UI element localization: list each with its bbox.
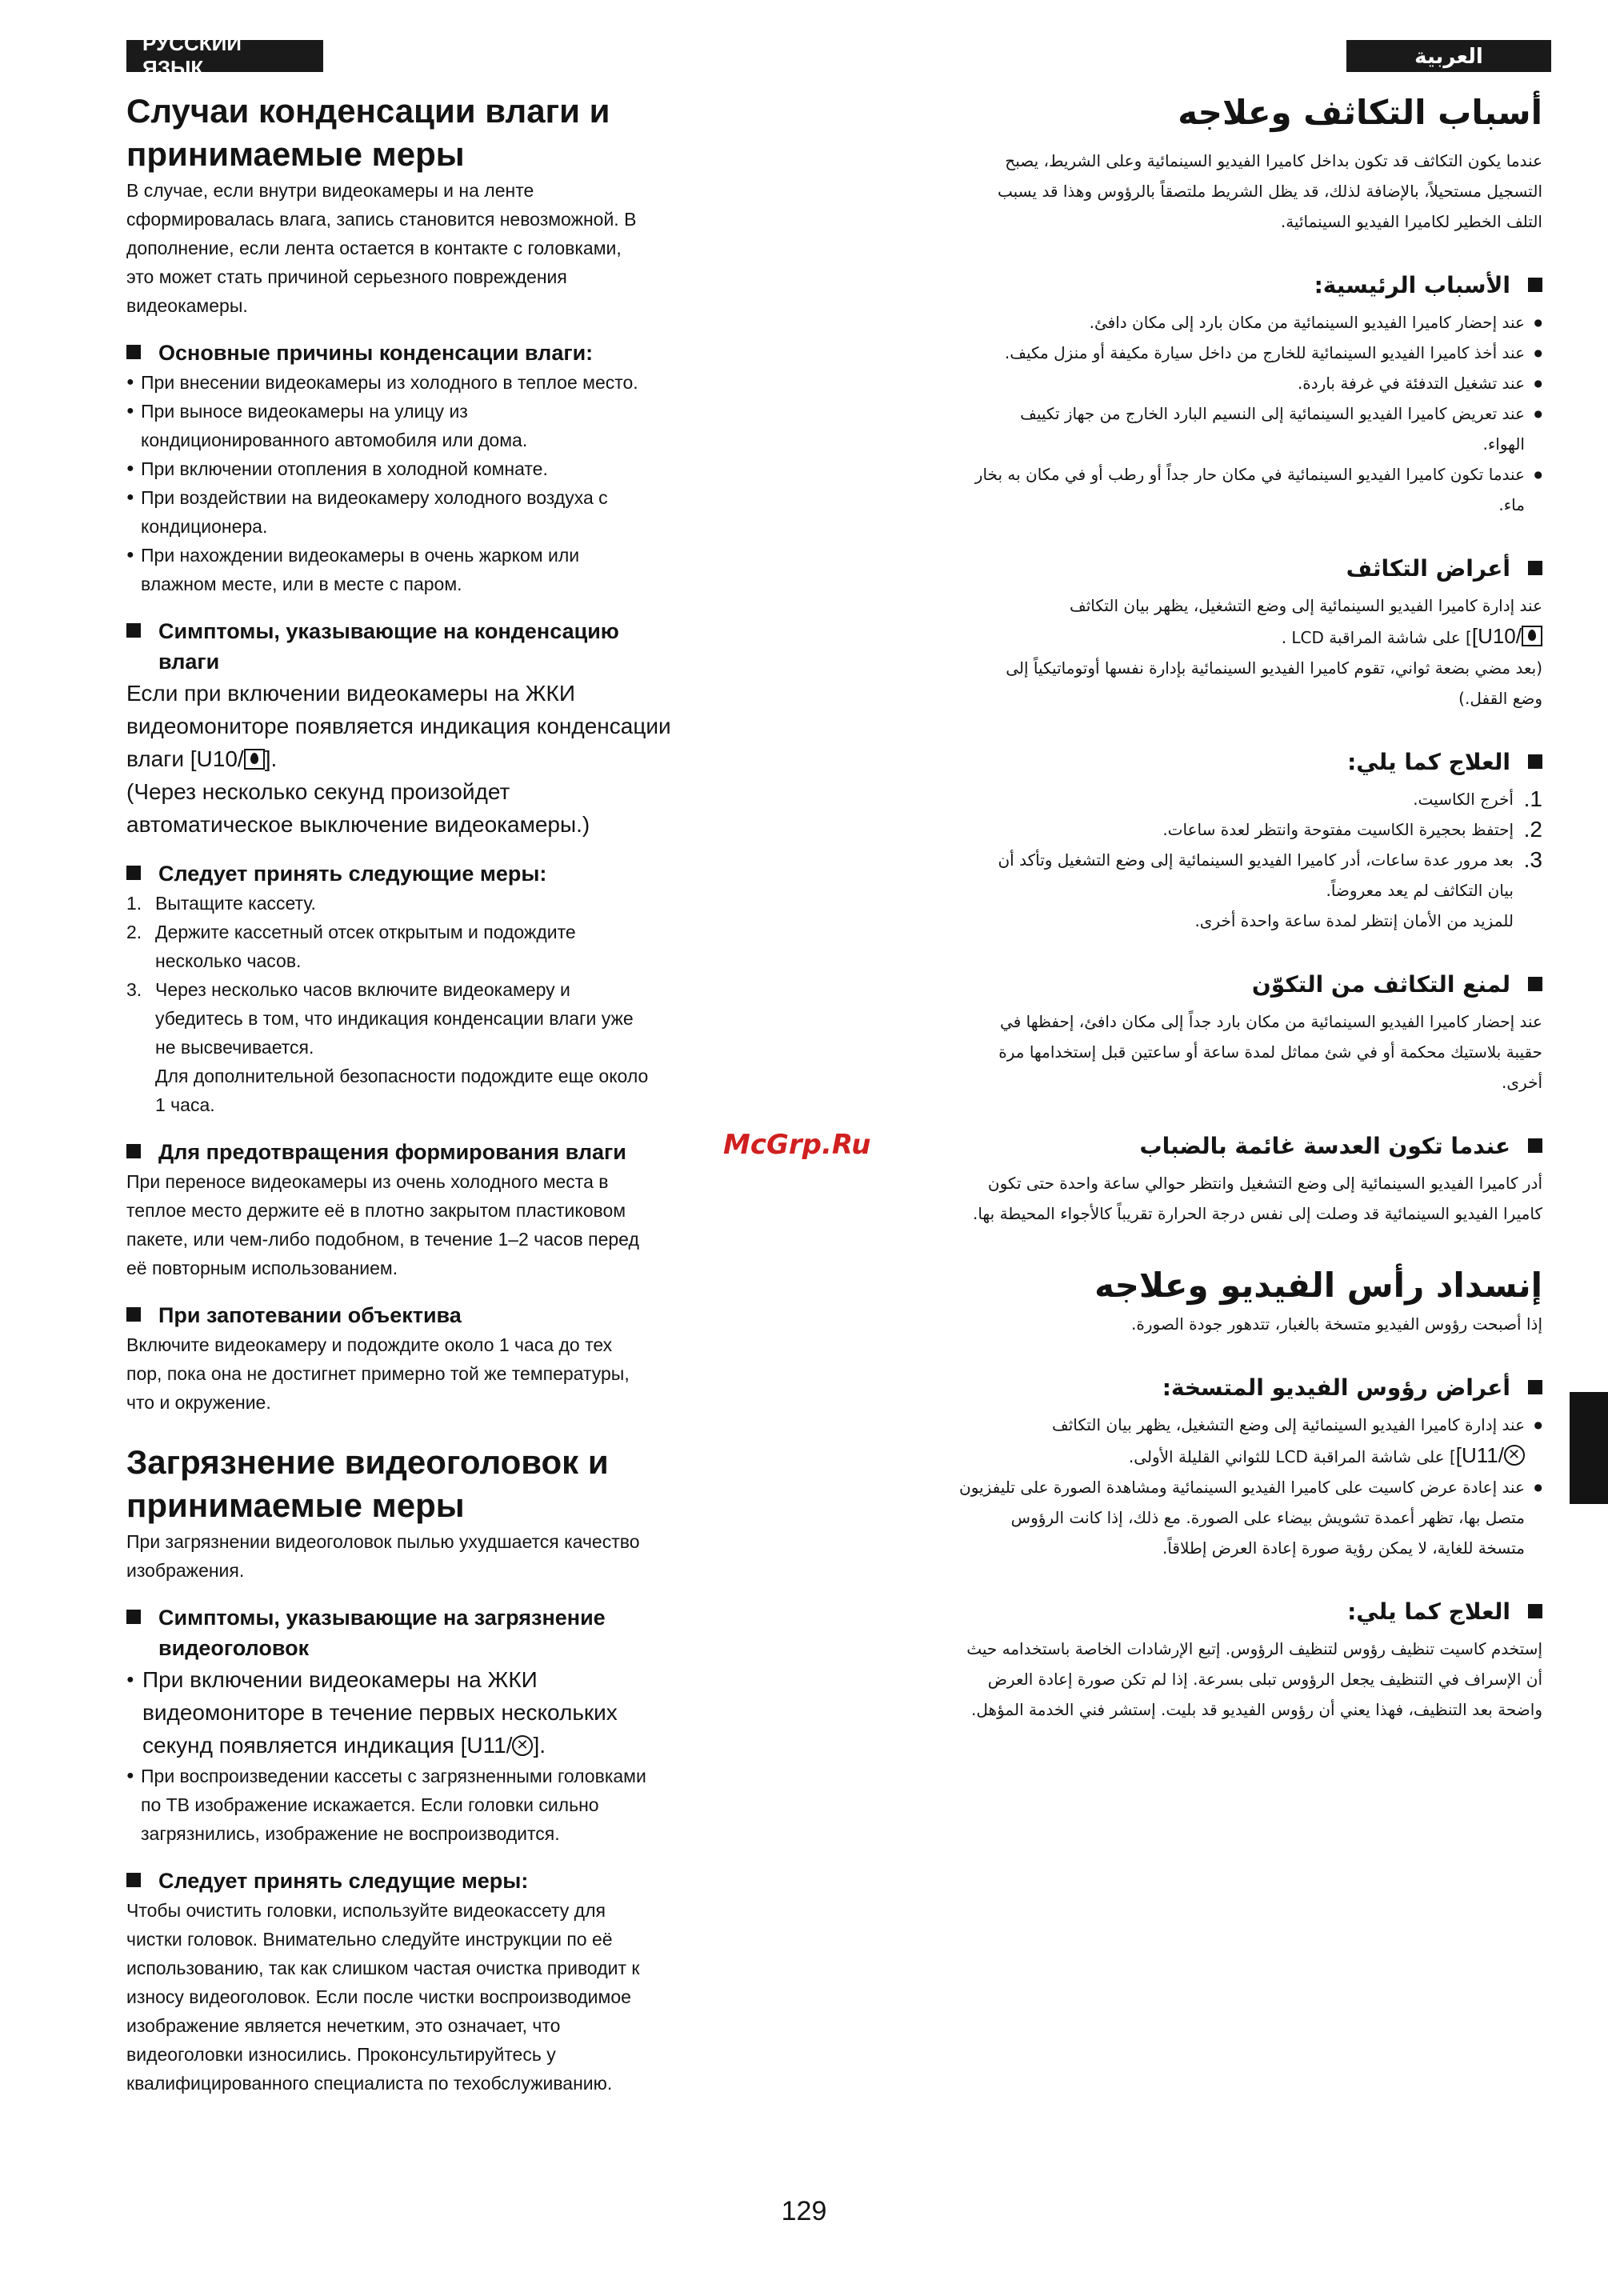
list-item: ● عند إحضار كاميرا الفيديو السينمائية من مكان بارد إلى مكان دافئ. <box>886 307 1542 338</box>
head-measures-text: Чтобы очистить головки, используйте видеокассету для чистки головок. Внимательно следуйте инструкции по её использованию, так как слишком частая очистка приводит к износу видеоголовок. Если после чистки воспроизводимое изображение является нечетким, это означает, что видеоголовки износились. Проконсультируйтесь у квалифицированного специалиста по техобслуживанию. <box>126 1900 640 2094</box>
square-bullet-icon <box>126 1610 141 1624</box>
language-tab-russian: РУССКИЙ ЯЗЫК <box>126 40 323 72</box>
prevention-text: При переносе видеокамеры из очень холодного места в теплое место держите её в плотно закрытом пластиковом пакете, или чем-либо подобном, в течение 1–2 часов перед её повторным использованием. <box>126 1171 639 1278</box>
prevention-text-ar: عند إحضار كاميرا الفيديو السينمائية من مكان بارد جداً إلى مكان دافئ، إحفظها في حقيبة بلاستيك محكمة أو في شئ مماثل لمدة ساعة أو ساعتين قبل إستخدامها مرة أخرى. <box>998 1012 1542 1092</box>
language-tab-arabic: العربية <box>1346 40 1551 72</box>
section-title-head-clog-ar: إنسداد رأس الفيديو وعلاجه <box>1094 1266 1542 1305</box>
list-item: ● عند إعادة عرض كاسيت على كاميرا الفيديو السينمائية ومشاهدة الصورة على تليفزيون متصل بها، تظهر أعمدة تشويش بيضاء على الصورة. مع ذلك، إذا كانت الرؤوس متسخة للغاية، لا يمكن رؤية صورة إعادة العرض إطلاقاً. <box>886 1472 1542 1563</box>
square-bullet-icon <box>1528 278 1542 292</box>
square-bullet-icon <box>1528 1380 1542 1394</box>
symptoms-text-ar: عند إدارة كاميرا الفيديو السينمائية إلى وضع التشغيل، يظهر بيان التكاثف [U10/] على شاشة المراقبة LCD . (بعد مضي بضعة ثواني، تقوم كاميرا الفيديو السينمائية بإدارة نفسها أوتوماتيكياً إلى وضع القفل.) <box>1006 596 1542 708</box>
condensation-drop-icon <box>1522 626 1542 646</box>
heading-head-symptoms: Симптомы, указывающие на загрязнение видеоголовок <box>126 1602 790 1663</box>
heading-lens-fog: При запотевании объектива <box>126 1300 790 1330</box>
list-item: ● При внесении видеокамеры из холодного в теплое место. <box>126 368 790 397</box>
list-item: ● عند أخذ كاميرا الفيديو السينمائية للخارج من داخل سيارة مكيفة أو منزل مكيف. <box>886 338 1542 368</box>
heading-symptoms: Симптомы, указывающие на конденсацию влаги <box>126 616 790 677</box>
square-bullet-icon <box>126 1144 141 1158</box>
heading-head-symptoms-ar: أعراض رؤوس الفيديو المتسخة: <box>886 1373 1542 1403</box>
condensation-intro-ar: عندما يكون التكاثف قد تكون بداخل كاميرا الفيديو السينمائية وعلى الشريط، يصبح التسجيل مستحيلاً، بالإضافة لذلك، قد يظل الشريط ملتصقاً بالرؤوس وهذا قد يسبب التلف الخطير لكاميرا الفيديو السينمائية. <box>998 151 1542 231</box>
heading-head-measures-ar: العلاج كما يلي: <box>886 1597 1542 1627</box>
heading-measures: Следует принять следующие меры: <box>126 858 790 889</box>
measures-list <box>126 889 790 1119</box>
list-item: ● При нахождении видеокамеры в очень жарком или влажном месте, или в месте с паром. <box>126 541 790 598</box>
square-bullet-icon <box>1528 977 1542 991</box>
square-bullet-icon <box>1528 1604 1542 1618</box>
causes-list <box>126 368 790 598</box>
list-item: 2. Держите кассетный отсек открытым и подождите несколько часов. <box>126 922 576 971</box>
list-item: ● عند تشغيل التدفئة في غرفة باردة. <box>886 368 1542 398</box>
list-item: 3. Через несколько часов включите видеокамеру и убедитесь в том, что индикация конденсации влаги уже не высвечивается. Для дополнительной безопасности подождите еще около 1 часа. <box>126 979 649 1115</box>
list-item: ● При включении отопления в холодной комнате. <box>126 454 790 483</box>
square-bullet-icon <box>1528 754 1542 769</box>
list-item: ● При включении видеокамеры на ЖКИ видеомониторе в течение первых нескольких секунд появляется индикация [U11/✕ ]. <box>126 1663 790 1762</box>
section-title-head-clog: Загрязнение видеоголовок и принимаемые меры <box>126 1443 609 1524</box>
dirty-head-icon <box>1504 1445 1525 1466</box>
list-item: ● عندما تكون كاميرا الفيديو السينمائية في مكان حار جداً أو رطب أو في مكان به بخار ماء. <box>886 459 1542 520</box>
arabic-column <box>886 90 1542 1725</box>
measures-list-ar <box>886 784 1542 936</box>
head-clog-intro-ar: إذا أصبحت رؤوس الفيديو متسخة بالغبار، تتدهور جودة الصورة. <box>1131 1314 1542 1334</box>
square-bullet-icon <box>126 345 141 359</box>
head-measures-text-ar: إستخدم كاسيت تنظيف رؤوس لتنظيف الرؤوس. إتبع الإرشادات الخاصة باستخدامه حيث أن الإسراف في التنظيف يجعل الرؤوس تبلى بسرعة. إذا لم تكن صورة إعادة العرض واضحة بعد التنظيف، فهذا يعني أن رؤوس الفيديو قد بليت. إستشر فني الخدمة المؤهل. <box>966 1639 1542 1719</box>
causes-list-ar <box>886 307 1542 520</box>
head-symptoms-list-ar <box>886 1410 1542 1563</box>
list-item: 3. بعد مرور عدة ساعات، أدر كاميرا الفيديو السينمائية إلى وضع التشغيل وتأكد أن بيان التكاثف لم يعد معروضاً. للمزيد من الأمان إنتظر لمدة ساعة واحدة أخرى. <box>998 847 1542 930</box>
list-item: ● При воздействии на видеокамеру холодного воздуха с кондиционера. <box>126 483 790 541</box>
square-bullet-icon <box>1528 1138 1542 1153</box>
head-clog-intro: При загрязнении видеоголовок пылью ухудшается качество изображения. <box>126 1531 640 1581</box>
list-item: 1. Вытащите кассету. <box>126 893 316 914</box>
russian-column <box>126 90 790 2098</box>
list-item: ● При воспроизведении кассеты с загрязненными головками по ТВ изображение искажается. Если головки сильно загрязнились, изображение не воспроизводится. <box>126 1762 790 1848</box>
head-symptoms-list <box>126 1663 790 1848</box>
list-item: ● При выносе видеокамеры на улицу из кондиционированного автомобиля или дома. <box>126 397 790 454</box>
square-bullet-icon <box>126 623 141 638</box>
dirty-head-icon <box>512 1735 533 1756</box>
symptoms-text: Если при включении видеокамеры на ЖКИ видеомониторе появляется индикация конденсации влаги [U10/ ]. (Через несколько секунд произойдет автоматическое выключение видеокамеры.) <box>126 681 671 837</box>
heading-symptoms-ar: أعراض التكاثف <box>886 554 1542 584</box>
square-bullet-icon <box>126 866 141 880</box>
heading-measures-ar: العلاج كما يلي: <box>886 747 1542 778</box>
heading-head-measures: Следует принять следущие меры: <box>126 1866 790 1896</box>
square-bullet-icon <box>126 1307 141 1322</box>
heading-lens-fog-ar: عندما تكون العدسة غائمة بالضباب <box>886 1131 1542 1162</box>
lens-fog-text-ar: أدر كاميرا الفيديو السينمائية إلى وضع التشغيل وانتظر حوالي ساعة واحدة حتى تكون كاميرا الفيديو السينمائية قد وصلت إلى نفس درجة الحرارة تقريباً كالأجواء المحيطة بها. <box>972 1174 1542 1223</box>
page-number: 129 <box>781 2196 827 2226</box>
square-bullet-icon <box>126 1873 141 1887</box>
list-item: ● عند تعريض كاميرا الفيديو السينمائية إلى النسيم البارد الخارج من جهاز تكييف الهواء. <box>886 398 1542 459</box>
list-item: ● عند إدارة كاميرا الفيديو السينمائية إلى وضع التشغيل، يظهر بيان التكاثف [U11/✕] على شاشة المراقبة LCD للثواني القليلة الأولى. <box>886 1410 1542 1472</box>
section-title-condensation-ar: أسباب التكاثف وعلاجه <box>1178 93 1542 132</box>
condensation-drop-icon <box>244 749 265 770</box>
list-item: 1. أخرج الكاسيت. <box>1413 786 1542 811</box>
condensation-intro: В случае, если внутри видеокамеры и на ленте сформировалась влага, запись становится невозможной. В дополнение, если лента остается в контакте с головками, это может стать причиной серьезного повреждения видеокамеры. <box>126 180 637 316</box>
heading-prevention-ar: لمنع التكاثف من التكوّن <box>886 970 1542 1000</box>
heading-causes: Основные причины конденсации влаги: <box>126 338 790 368</box>
list-item: 2. إحتفظ بحجيرة الكاسيت مفتوحة وانتظر لعدة ساعات. <box>1162 817 1542 842</box>
heading-causes-ar: الأسباب الرئيسية: <box>886 270 1542 301</box>
watermark: McGrp.Ru <box>723 1129 871 1161</box>
heading-prevention: Для предотвращения формирования влаги <box>126 1137 790 1167</box>
side-index-tab <box>1570 1392 1608 1504</box>
square-bullet-icon <box>1528 561 1542 575</box>
section-title-condensation: Случаи конденсации влаги и принимаемые меры <box>126 92 610 173</box>
lens-fog-text: Включите видеокамеру и подождите около 1 часа до тех пор, пока она не достигнет примерно той же температуры, что и окружение. <box>126 1334 630 1413</box>
